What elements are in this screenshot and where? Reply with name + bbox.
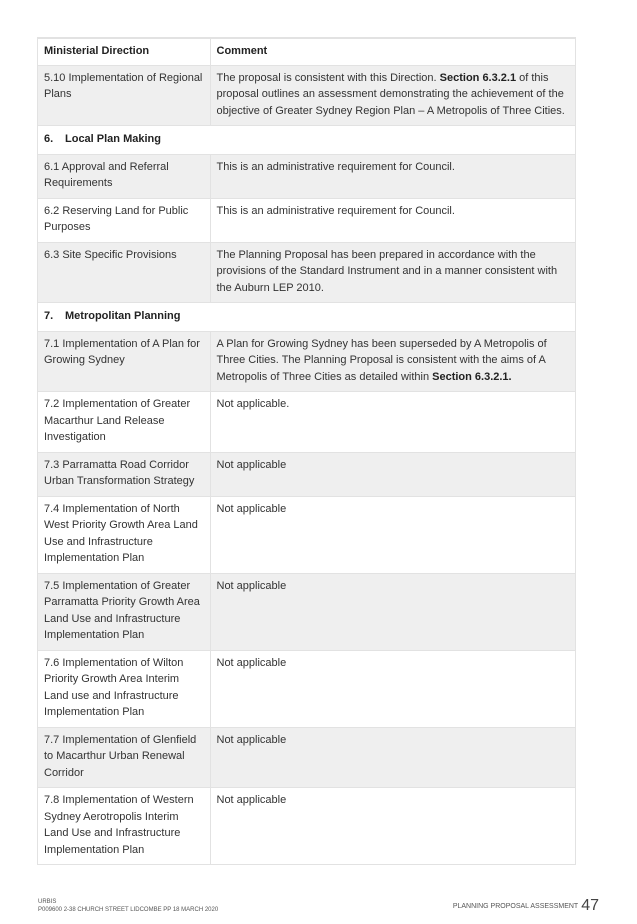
comment-cell: Not applicable xyxy=(210,573,575,650)
section-row-metropolitan-planning xyxy=(38,303,575,332)
table-row xyxy=(38,65,575,126)
direction-cell: 7.5 Implementation of Greater Parramatta Priority Growth Area Land Use and Infrastructure Implementation Plan xyxy=(38,573,210,650)
company-name: URBIS xyxy=(38,899,57,905)
table-row xyxy=(38,242,575,303)
table-row xyxy=(38,452,575,496)
section-heading: 7. Metropolitan Planning xyxy=(38,303,575,332)
section-reference: Section 6.3.2.1. xyxy=(432,370,512,383)
section-reference: Section 6.3.2.1 xyxy=(439,71,517,84)
table-row xyxy=(38,392,575,453)
comment-cell: This is an administrative requirement for Council. xyxy=(210,198,575,242)
document-reference: P009600 2-38 CHURCH STREET LIDCOMBE PP 18 MARCH 2020 xyxy=(38,907,219,913)
section-row-local-plan-making xyxy=(38,126,575,155)
footer-left xyxy=(38,898,218,914)
table-row xyxy=(38,154,575,198)
direction-cell: 7.8 Implementation of Western Sydney Aerotropolis Interim Land Use and Infrastructure Implementation Plan xyxy=(38,788,210,865)
direction-cell: 7.7 Implementation of Glenfield to Macarthur Urban Renewal Corridor xyxy=(38,727,210,788)
section-title: PLANNING PROPOSAL ASSESSMENT xyxy=(452,903,579,910)
comment-cell: A Plan for Growing Sydney has been superseded by A Metropolis of Three Cities. The Planning Proposal is consistent with the aims of A Metropolis of Three Cities as detailed within Section 6.3.2.1. xyxy=(210,331,575,392)
ministerial-directions-table xyxy=(38,38,575,864)
table-row xyxy=(38,198,575,242)
table-row xyxy=(38,788,575,865)
direction-cell: 7.2 Implementation of Greater Macarthur Land Release Investigation xyxy=(38,392,210,453)
comment-cell: Not applicable xyxy=(210,650,575,727)
direction-cell: 7.4 Implementation of North West Priority Growth Area Land Use and Infrastructure Implementation Plan xyxy=(38,496,210,573)
direction-cell: 6.3 Site Specific Provisions xyxy=(38,242,210,303)
direction-cell: 7.1 Implementation of A Plan for Growing Sydney xyxy=(38,331,210,392)
comment-cell: Not applicable xyxy=(210,452,575,496)
table-header-row xyxy=(38,39,575,66)
comment-cell: This is an administrative requirement for Council. xyxy=(210,154,575,198)
header-comment: Comment xyxy=(210,39,575,66)
page-number: 47 xyxy=(581,897,599,914)
header-ministerial-direction: Ministerial Direction xyxy=(38,39,210,66)
direction-cell: 5.10 Implementation of Regional Plans xyxy=(38,65,210,126)
footer-right xyxy=(453,897,599,915)
direction-cell: 7.6 Implementation of Wilton Priority Growth Area Interim Land use and Infrastructure Implementation Plan xyxy=(38,650,210,727)
comment-cell: Not applicable xyxy=(210,496,575,573)
comment-cell: Not applicable xyxy=(210,727,575,788)
table-row xyxy=(38,727,575,788)
comment-cell: The Planning Proposal has been prepared in accordance with the provisions of the Standard Instrument and in a manner consistent with the Auburn LEP 2010. xyxy=(210,242,575,303)
direction-cell: 7.3 Parramatta Road Corridor Urban Transformation Strategy xyxy=(38,452,210,496)
comment-cell: Not applicable xyxy=(210,788,575,865)
comment-cell: Not applicable. xyxy=(210,392,575,453)
comment-cell: The proposal is consistent with this Direction. Section 6.3.2.1 of this proposal outlines an assessment demonstrating the achievement of the objective of Greater Sydney Region Plan – A Metropolis of Three Cities. xyxy=(210,65,575,126)
table-row xyxy=(38,573,575,650)
table-row xyxy=(38,331,575,392)
section-heading: 6. Local Plan Making xyxy=(38,126,575,155)
direction-cell: 6.1 Approval and Referral Requirements xyxy=(38,154,210,198)
direction-cell: 6.2 Reserving Land for Public Purposes xyxy=(38,198,210,242)
table-row xyxy=(38,650,575,727)
table-row xyxy=(38,496,575,573)
